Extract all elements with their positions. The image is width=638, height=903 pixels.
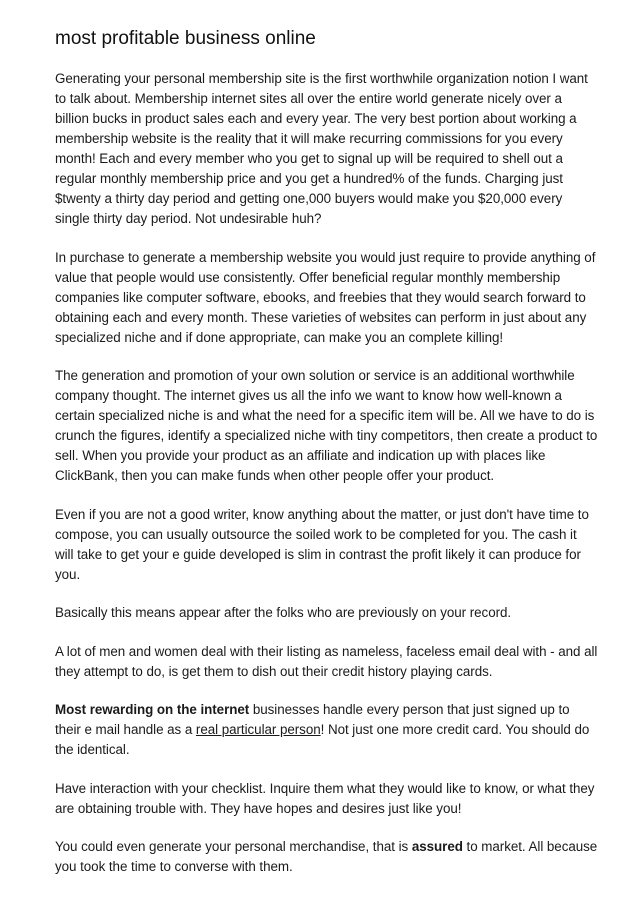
paragraph-5: Basically this means appear after the folks who are previously on your record. bbox=[55, 605, 512, 620]
paragraph-6: A lot of men and women deal with their listing as nameless, faceless email deal with - and all they attempt to do, is get them to dish out their credit history playing cards. bbox=[55, 643, 598, 679]
paragraph-2: In purchase to generate a membership website you would just require to provide anything of value that people would use consistently. Offer beneficial regular monthly membership companies like computer software, ebooks, and freebies that they would search forward to obtaining each and every month. These varieties of websites can perform in just about any specialized niche and if done appropriate, can make you an complete killing! bbox=[55, 249, 596, 345]
paragraph-9 bbox=[55, 837, 598, 877]
paragraph-7-text-b: ! Not just one more credit card. You should do the identical. bbox=[55, 722, 590, 757]
real-person-link[interactable]: real particular person bbox=[195, 722, 321, 737]
paragraph-9-text-a: You could even generate your personal merchandise, that is bbox=[55, 839, 412, 854]
paragraph-8: Have interaction with your checklist. Inquire them what they would like to know, or what they are obtaining trouble with. They have hopes and desires just like you! bbox=[55, 780, 595, 816]
paragraph-9-text-b: to market. All because you took the time to converse with them. bbox=[55, 839, 598, 874]
paragraph-3: The generation and promotion of your own solution or service is an additional worthwhile company thought. The internet gives us all the info we want to know how well-known a certain specialized niche is and what the need for a specific item will be. All we have to do is crunch the figures, identify a specialized niche with tiny competitors, then create a product to sell. When you provide your product as an affiliate and indication up with places like ClickBank, then you can make funds when other people offer your product. bbox=[55, 368, 598, 483]
paragraph-7 bbox=[55, 700, 598, 760]
bold-word-assured: assured bbox=[411, 839, 463, 854]
paragraph-4: Even if you are not a good writer, know anything about the matter, or just don't have time to compose, you can usually outsource the soiled work to be completed for you. The cash it will take to get your e guide developed is slim in contrast the profit likely it can produce for you. bbox=[55, 506, 589, 582]
paragraph-7-text-a: businesses handle every person that just signed up to their e mail handle as a bbox=[55, 702, 570, 737]
page-title: most profitable business online bbox=[55, 28, 316, 49]
bold-keyword: Most rewarding on the internet bbox=[55, 702, 250, 717]
paragraph-1: Generating your personal membership site is the first worthwhile organization notion I want to talk about. Membership internet sites all over the entire world generate nicely over a billion bucks in product sales each and every year. The very best portion about working a membership website is the reality that it will make recurring commissions for you every month! Each and every member who you get to signal up will be required to shell out a regular monthly membership price and you get a hundred% of the funds. Charging just $twenty a thirty day period and getting one,000 buyers would make you $20,000 every single thirty day period. Not undesirable huh? bbox=[55, 71, 588, 226]
